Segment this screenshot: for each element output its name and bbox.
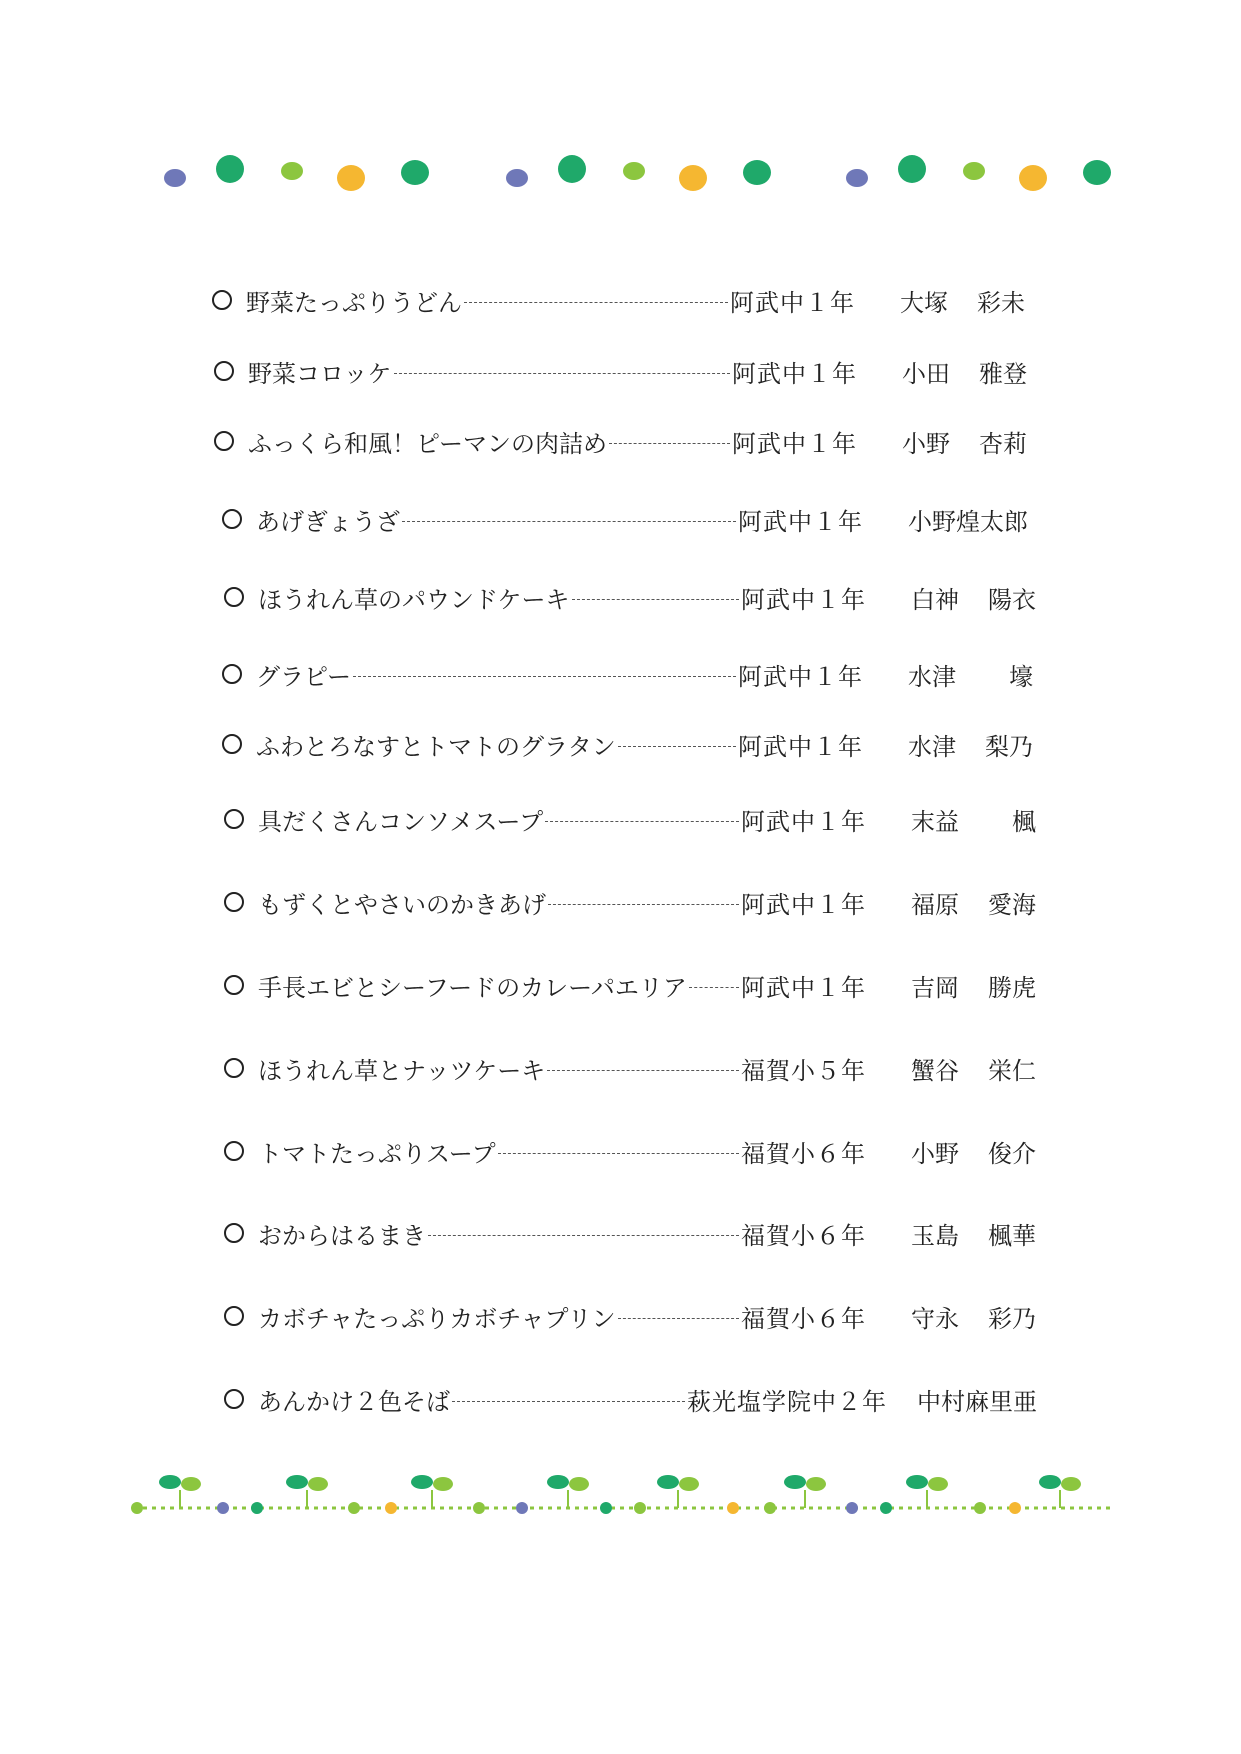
student-given-name: 俊介 bbox=[988, 1139, 1036, 1168]
school-grade: 阿武中１年 bbox=[730, 288, 855, 317]
school-grade: 福賀小６年 bbox=[741, 1139, 866, 1168]
circle-bullet-icon bbox=[224, 1223, 244, 1243]
yellow-dot bbox=[385, 1502, 397, 1514]
school-grade: 福賀小６年 bbox=[741, 1221, 866, 1250]
blue-dot bbox=[516, 1502, 528, 1514]
student-name bbox=[911, 968, 1036, 1003]
dotted-leader bbox=[452, 1401, 685, 1402]
yellow-dot bbox=[1009, 1502, 1021, 1514]
circle-bullet-icon bbox=[224, 1058, 244, 1078]
sprout-border-bottom bbox=[0, 1450, 1241, 1530]
circle-bullet-icon bbox=[224, 1141, 244, 1161]
dish-name: トマトたっぷりスープ bbox=[258, 1139, 496, 1168]
student-surname: 白神 bbox=[911, 585, 959, 614]
dotted-leader bbox=[618, 1318, 739, 1319]
circle-bullet-icon bbox=[224, 1306, 244, 1326]
school-grade: 阿武中１年 bbox=[741, 890, 866, 919]
sprout-icon bbox=[784, 1475, 826, 1508]
student-surname: 蟹谷 bbox=[911, 1056, 959, 1085]
dotted-leader bbox=[498, 1153, 739, 1154]
recipe-entry bbox=[224, 965, 1036, 1005]
school-grade: 阿武中１年 bbox=[741, 807, 866, 836]
dotted-leader bbox=[547, 1070, 739, 1071]
student-given-name: 彩乃 bbox=[988, 1304, 1036, 1333]
dotted-leader bbox=[572, 599, 739, 600]
circle-bullet-icon bbox=[224, 892, 244, 912]
lime-dot bbox=[974, 1502, 986, 1514]
student-name bbox=[902, 424, 1027, 459]
dish-name: 野菜たっぷりうどん bbox=[246, 288, 462, 317]
recipe-entry bbox=[224, 577, 1036, 617]
dish-name: グラピー bbox=[256, 662, 352, 691]
circle-bullet-icon bbox=[224, 975, 244, 995]
student-name bbox=[902, 354, 1027, 389]
dotted-leader bbox=[609, 443, 730, 444]
student-given-name: 杏莉 bbox=[979, 429, 1027, 458]
dotted-leader bbox=[428, 1235, 739, 1236]
circle-bullet-icon bbox=[224, 587, 244, 607]
dish-name: もずくとやさいのかきあげ bbox=[258, 890, 546, 919]
circle-bullet-icon bbox=[224, 1389, 244, 1409]
student-given-name: 陽衣 bbox=[988, 585, 1036, 614]
student-given-name: 彩未 bbox=[977, 288, 1025, 317]
school-grade: 萩光塩学院中２年 bbox=[687, 1387, 887, 1416]
dish-name: ほうれん草とナッツケーキ bbox=[258, 1056, 546, 1085]
green-dot bbox=[600, 1502, 612, 1514]
student-name bbox=[900, 283, 1025, 318]
student-name bbox=[911, 580, 1036, 615]
dotted-leader bbox=[464, 302, 728, 303]
student-name bbox=[917, 1382, 1042, 1417]
student-given-name: 楓 bbox=[1012, 807, 1036, 836]
school-grade: 阿武中１年 bbox=[738, 732, 863, 761]
school-grade: 阿武中１年 bbox=[741, 973, 866, 1002]
student-given-name: 勝虎 bbox=[988, 973, 1036, 1002]
sprout-icon bbox=[286, 1475, 328, 1508]
lime-dot bbox=[473, 1502, 485, 1514]
student-surname: 玉島 bbox=[911, 1221, 959, 1250]
dish-name: ほうれん草のパウンドケーキ bbox=[258, 585, 570, 614]
student-surname: 水津 bbox=[908, 732, 956, 761]
circle-bullet-icon bbox=[214, 431, 234, 451]
student-surname: 小田 bbox=[902, 359, 950, 388]
school-grade: 福賀小５年 bbox=[741, 1056, 866, 1085]
school-grade: 阿武中１年 bbox=[732, 359, 857, 388]
lime-dot bbox=[764, 1502, 776, 1514]
student-name bbox=[908, 502, 1033, 537]
circle-bullet-icon bbox=[214, 361, 234, 381]
dotted-leader bbox=[548, 904, 739, 905]
student-surname: 守永 bbox=[911, 1304, 959, 1333]
dish-name: 具だくさんコンソメスープ bbox=[258, 807, 544, 836]
dotted-leader bbox=[545, 821, 739, 822]
sprout-icon bbox=[547, 1475, 589, 1508]
dotted-leader bbox=[618, 746, 736, 747]
student-surname: 小野 bbox=[911, 1139, 959, 1168]
student-name bbox=[911, 1216, 1036, 1251]
student-given-name: 栄仁 bbox=[988, 1056, 1036, 1085]
circle-bullet-icon bbox=[222, 734, 242, 754]
dotted-leader bbox=[394, 373, 730, 374]
recipe-entry bbox=[224, 799, 1036, 839]
student-name bbox=[911, 802, 1036, 837]
recipe-entry bbox=[224, 1296, 1036, 1336]
dish-name: あんかけ２色そば bbox=[258, 1387, 450, 1416]
circle-bullet-icon bbox=[224, 809, 244, 829]
lime-dot bbox=[634, 1502, 646, 1514]
sprout-icon bbox=[906, 1475, 948, 1508]
dish-name: 野菜コロッケ bbox=[248, 359, 392, 388]
student-surname: 吉岡 bbox=[911, 973, 959, 1002]
dotted-leader bbox=[353, 676, 736, 677]
circle-bullet-icon bbox=[222, 664, 242, 684]
dotted-leader bbox=[689, 987, 739, 988]
blue-dot bbox=[217, 1502, 229, 1514]
recipe-entry bbox=[222, 499, 1033, 539]
student-name bbox=[911, 1051, 1036, 1086]
green-dot bbox=[880, 1502, 892, 1514]
lime-dot bbox=[131, 1502, 143, 1514]
school-grade: 阿武中１年 bbox=[732, 429, 857, 458]
recipe-entry bbox=[224, 1048, 1036, 1088]
recipe-entry bbox=[214, 351, 1027, 391]
recipe-entry bbox=[224, 1131, 1036, 1171]
lime-dot bbox=[348, 1502, 360, 1514]
student-given-name: 雅登 bbox=[979, 359, 1027, 388]
dish-name: カボチャたっぷりカボチャプリン bbox=[258, 1304, 616, 1333]
student-given-name: 愛海 bbox=[988, 890, 1036, 919]
blue-dot bbox=[846, 1502, 858, 1514]
dish-name: あげぎょうざ bbox=[256, 507, 400, 536]
sprout-icon bbox=[159, 1475, 201, 1508]
dish-name: おからはるまき bbox=[258, 1221, 426, 1250]
circle-bullet-icon bbox=[222, 509, 242, 529]
dish-name: 手長エビとシーフードのカレーパエリア bbox=[258, 973, 687, 1002]
recipe-entry bbox=[224, 1213, 1036, 1253]
recipe-entry bbox=[222, 654, 1033, 694]
recipe-entry bbox=[224, 1379, 1042, 1419]
student-name bbox=[911, 885, 1036, 920]
student-given-name: 梨乃 bbox=[985, 732, 1033, 761]
dish-name: ふわとろなすとトマトのグラタン bbox=[256, 732, 616, 761]
student-surname: 小野 bbox=[902, 429, 950, 458]
recipe-entry bbox=[222, 724, 1033, 764]
student-surname: 中村麻里亜 bbox=[917, 1387, 1037, 1416]
sprout-icon bbox=[657, 1475, 699, 1508]
school-grade: 阿武中１年 bbox=[738, 662, 863, 691]
sprout-icon bbox=[411, 1475, 453, 1508]
recipe-entry bbox=[212, 280, 1025, 320]
student-surname: 水津 bbox=[908, 662, 956, 691]
student-surname: 福原 bbox=[911, 890, 959, 919]
student-name bbox=[911, 1299, 1036, 1334]
student-name bbox=[908, 727, 1033, 762]
student-name bbox=[908, 657, 1033, 692]
student-surname: 大塚 bbox=[900, 288, 948, 317]
dotted-leader bbox=[402, 521, 736, 522]
yellow-dot bbox=[727, 1502, 739, 1514]
recipe-entry bbox=[214, 421, 1027, 461]
school-grade: 阿武中１年 bbox=[738, 507, 863, 536]
student-name bbox=[911, 1134, 1036, 1169]
student-surname: 末益 bbox=[911, 807, 959, 836]
dish-name: ふっくら和風！ピーマンの肉詰め bbox=[248, 429, 608, 458]
school-grade: 阿武中１年 bbox=[741, 585, 866, 614]
student-surname: 小野煌太郎 bbox=[908, 507, 1028, 536]
sprout-icon bbox=[1039, 1475, 1081, 1508]
student-given-name: 壕 bbox=[1009, 662, 1033, 691]
student-given-name: 楓華 bbox=[988, 1221, 1036, 1250]
school-grade: 福賀小６年 bbox=[741, 1304, 866, 1333]
recipe-entry bbox=[224, 882, 1036, 922]
circle-bullet-icon bbox=[212, 290, 232, 310]
green-dot bbox=[251, 1502, 263, 1514]
